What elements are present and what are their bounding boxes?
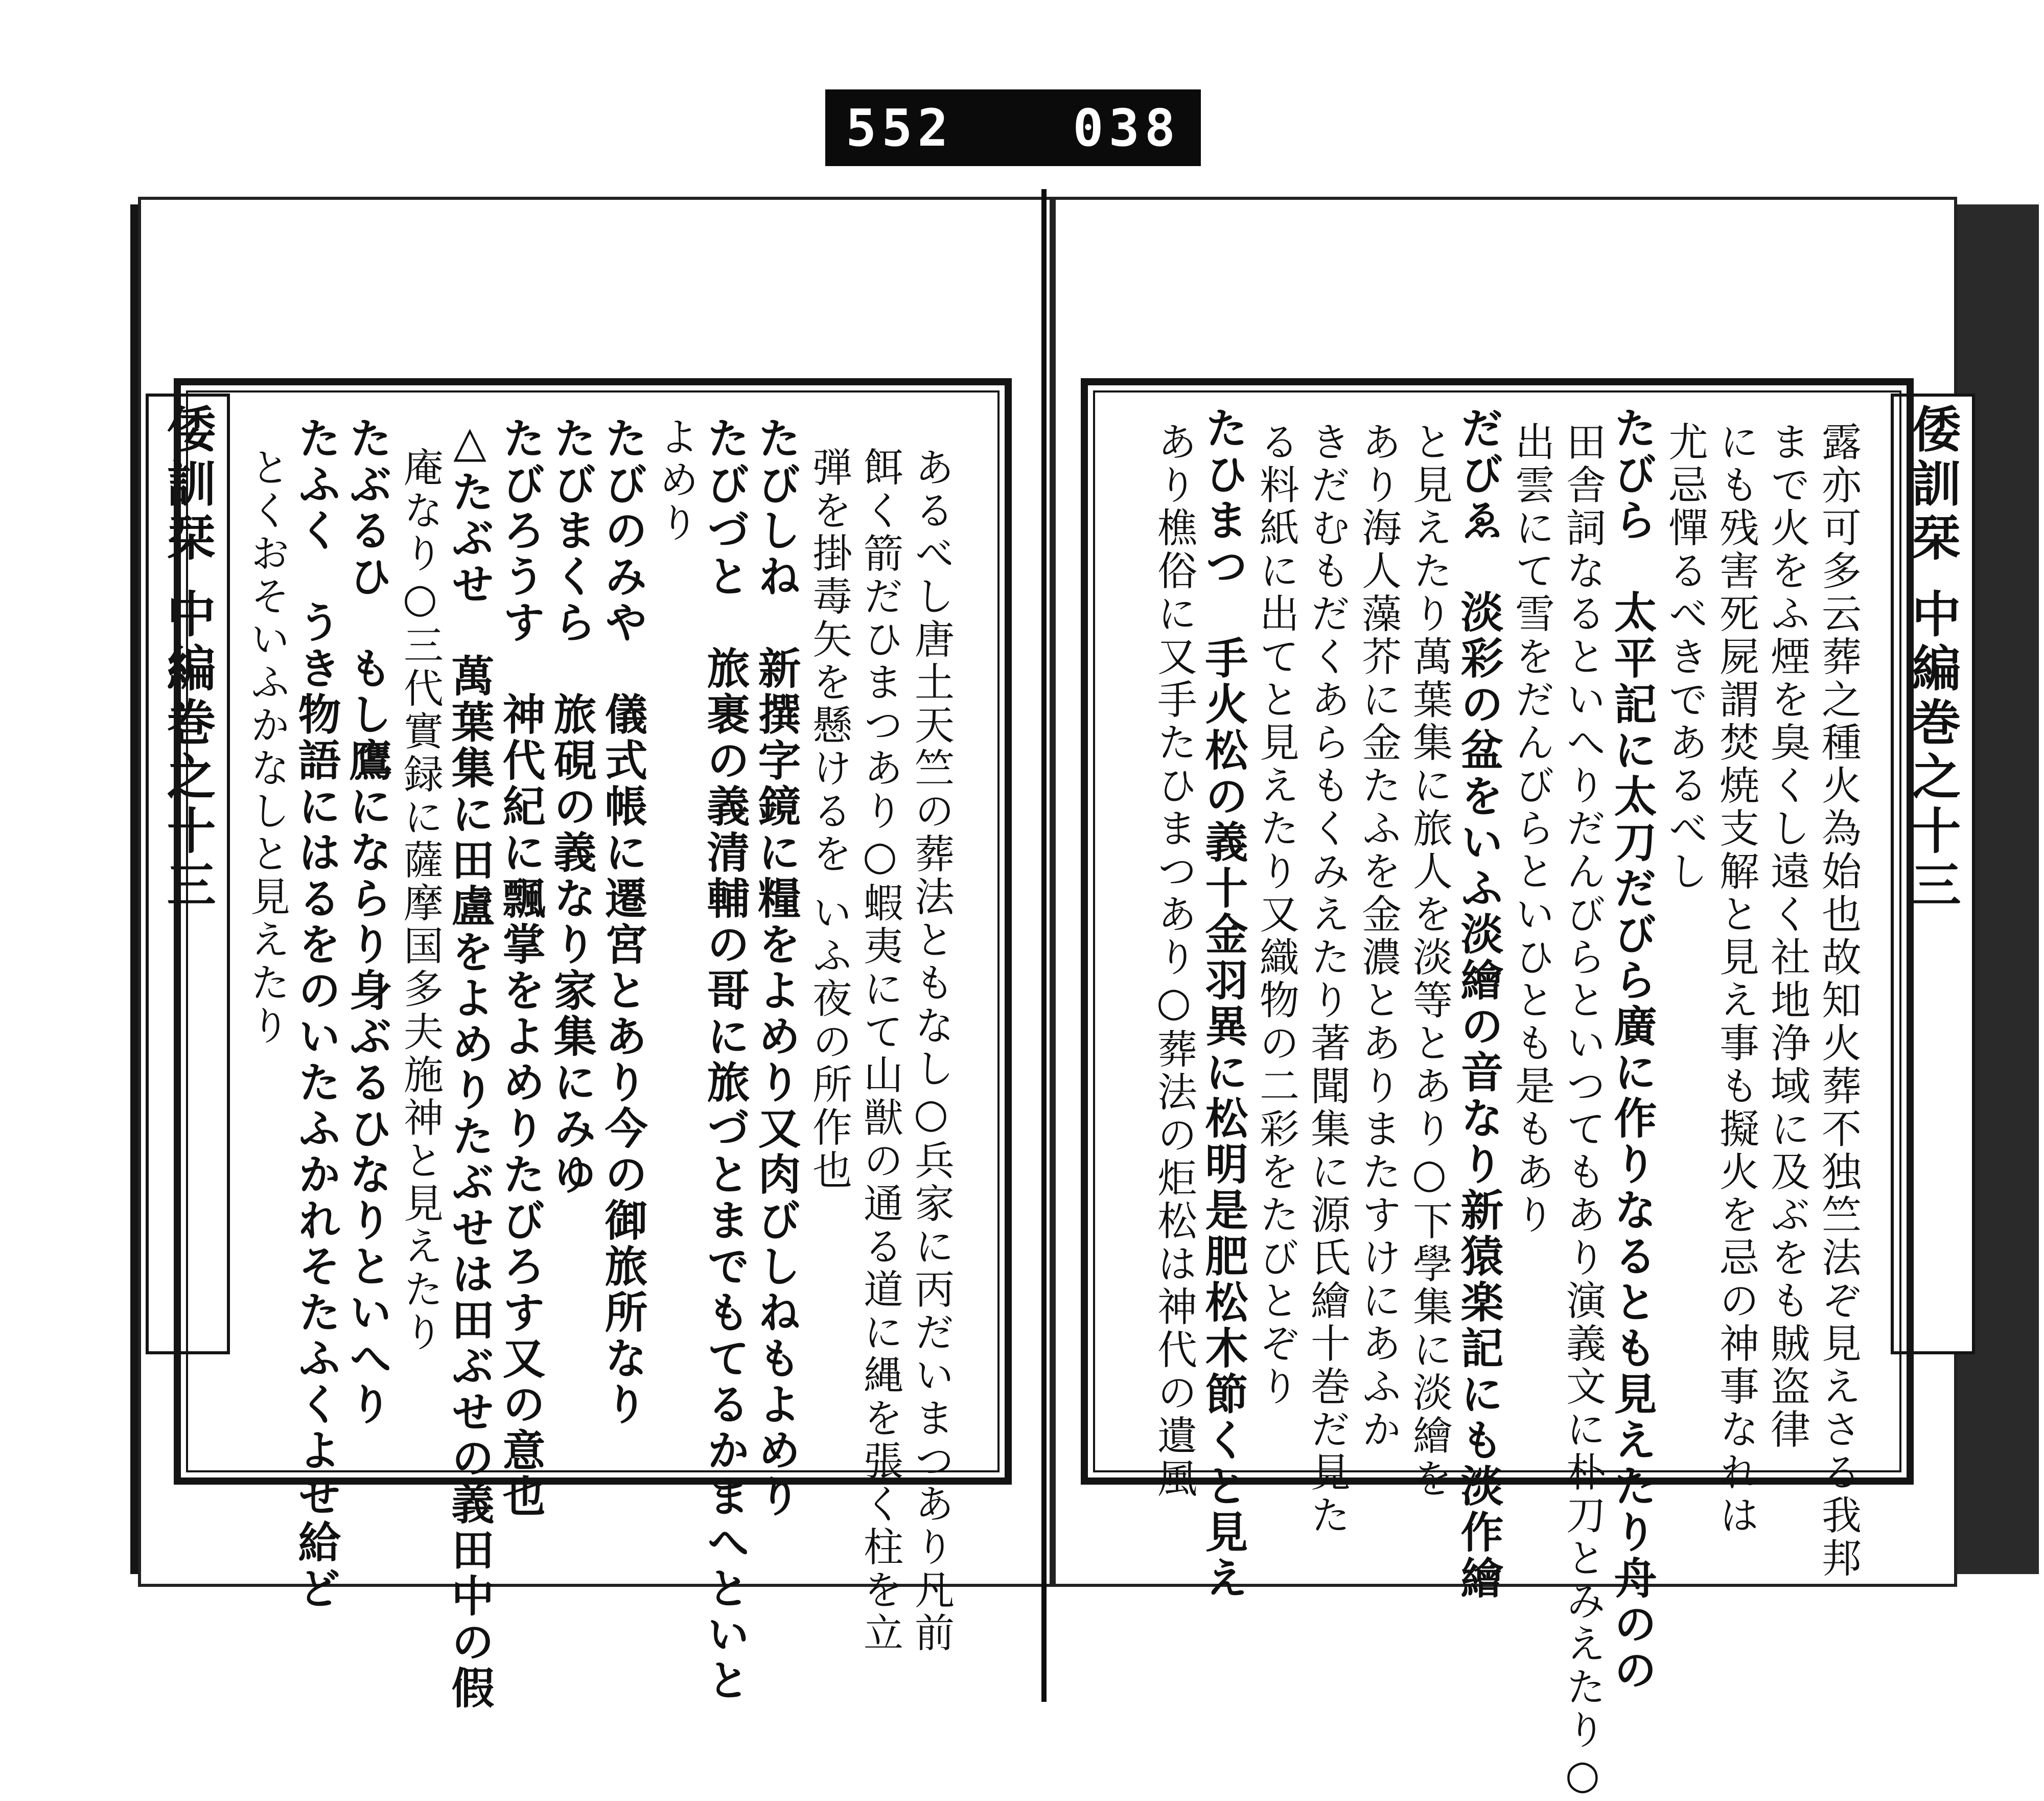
text-column: る料紙に出てと見えたり又織物の二彩をたびとぞり <box>1253 421 1299 1409</box>
text-column: 露亦可多云葬之種火為始也故知火葬不独竺法ぞ見えさる我邦 <box>1815 421 1861 1580</box>
text-column: 田舎詞なるといへりだんびらといつてもあり演義文に朴刀とみえたり○ <box>1560 421 1606 1801</box>
text-column: 庵なり○三代實録に薩摩国多夫施神と見えたり <box>397 447 443 1354</box>
text-column: △たぶせ 萬葉集に田盧をよめりたぶせは田ぶせの義田中の假 <box>445 416 495 1712</box>
text-column: だびゑ 淡彩の盆をいふ淡繪の音なり新猿楽記にも淡作繪 <box>1454 406 1504 1602</box>
text-column: たびのみや 儀式帳に遷宮とあり今の御旅所なり <box>598 416 648 1428</box>
text-column: と見えたり萬葉集に旅人を淡等とあり○下學集に淡繪を <box>1406 421 1452 1500</box>
left-text-frame <box>174 378 1012 1712</box>
text-column: たぶるひ もし鷹にならり身ぶるひなりといへり <box>342 416 393 1428</box>
archive-number-label <box>825 89 1201 166</box>
text-column: よめり <box>653 416 699 545</box>
text-column: 弾を掛毒矢を懸けるを いふ夜の所作也 <box>806 447 852 1192</box>
text-column: たびろうす 神代紀に飄掌をよめりたびろす又の意也 <box>496 416 546 1520</box>
text-column: たびまくら 旅硯の義なり家集にみゆ <box>547 416 597 1198</box>
text-column: あるべし唐土天竺の葬法ともなし○兵家に丙だいまつあり凡前 <box>908 447 954 1655</box>
text-column: たびしね 新撰字鏡に糧をよめり又肉びしねもよめり <box>751 416 802 1520</box>
left-margin-title: 倭訓栞 中編巻之十三 <box>146 394 230 1354</box>
text-column: あり海人藻芥に金たふを金濃とありまたすけにあふか <box>1355 421 1401 1451</box>
text-column: あり樵俗に又手たひまつあり○葬法の炬松は神代の遺風 <box>1151 421 1197 1500</box>
text-column: 出雲にて雪をだんびらといひとも是もあり <box>1508 421 1554 1237</box>
text-column: まで火をふ煙を臭くし遠く社地浄域に及ぶをも賊盗律 <box>1764 421 1810 1451</box>
text-column: たふく うき物語にはるをのいたふかれそたふくよせ給ど <box>291 416 342 1612</box>
right-text-frame <box>1081 378 1914 1801</box>
text-column: たびら 太平記に太刀だびら廣に作りなるとも見えたり舟のの <box>1607 406 1658 1694</box>
text-column: 尤忌憚るべきであるべし <box>1662 421 1708 893</box>
text-column: とくおそいふかなしと見えたり <box>244 447 290 1048</box>
text-column: たひまつ 手火松の義十金羽異に松明是肥松木節くと見え <box>1198 406 1249 1602</box>
archive-number-left: 552 <box>846 98 954 158</box>
book-spine <box>1041 189 1047 1702</box>
text-column: 餌く箭だひまつあり○蝦夷にて山獣の通る道に縄を張く柱を立 <box>857 447 903 1655</box>
text-column: たびづと 旅裹の義清輔の哥に旅づとまでもてるかまへといと <box>700 416 751 1704</box>
text-column: きだむもだくあらもくみえたり著聞集に源氏繪十巻だ見た <box>1304 421 1350 1537</box>
archive-number-right: 038 <box>1073 98 1180 158</box>
text-column: にも残害死屍謂焚焼支解と見え事も擬火を忌の神事なれは <box>1713 421 1759 1537</box>
right-margin-title: 倭訓栞 中編巻之十三 <box>1891 394 1975 1354</box>
